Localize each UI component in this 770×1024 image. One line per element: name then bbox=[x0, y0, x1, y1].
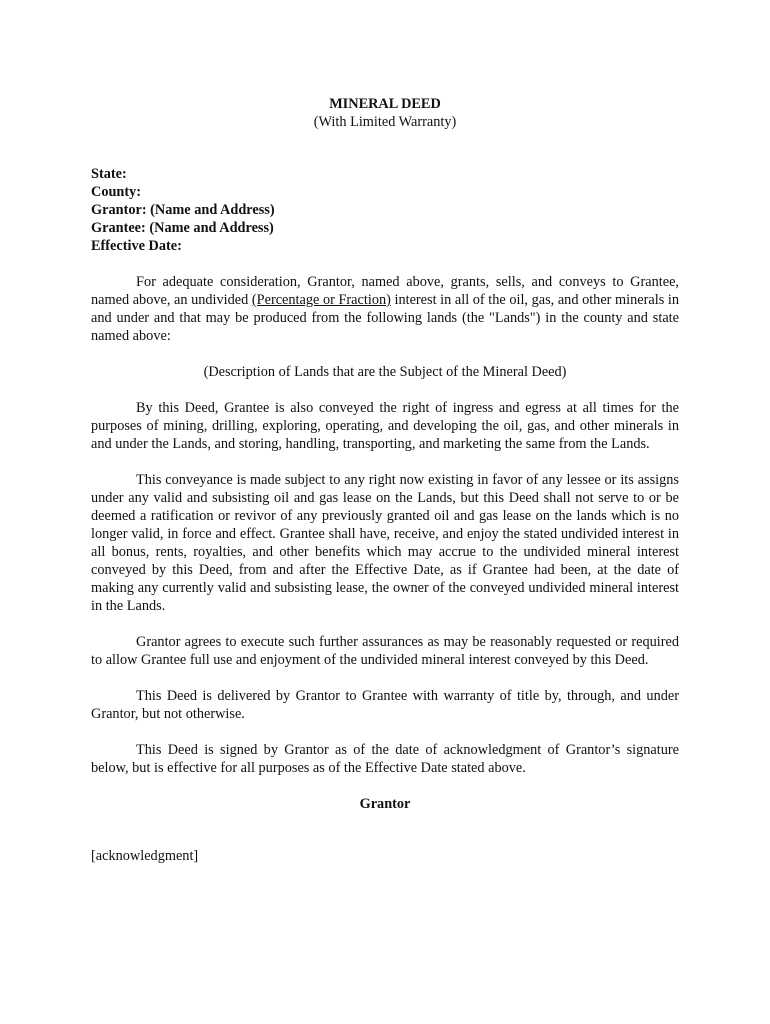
acknowledgment-placeholder: [acknowledgment] bbox=[91, 848, 199, 864]
field-county bbox=[91, 183, 679, 201]
document-title: MINERAL DEED bbox=[329, 96, 441, 112]
field-grantee bbox=[91, 219, 679, 237]
field-state-label: State: bbox=[91, 166, 127, 182]
paragraph-signing: This Deed is signed by Grantor as of the date of acknowledgment of Grantor’s signature below, but is effective for all purposes as of the Effective Date stated above. bbox=[91, 742, 679, 776]
field-grantor-label: Grantor: (Name and Address) bbox=[91, 202, 275, 218]
paragraph-ingress-egress: By this Deed, Grantee is also conveyed the right of ingress and egress at all times for the purposes of mining, drilling, exploring, operating, and developing the oil, gas, and other minerals in and under the Lands, and storing, handling, transporting, and marketing the same from the Lands. bbox=[91, 400, 679, 452]
field-grantee-label: Grantee: (Name and Address) bbox=[91, 220, 274, 236]
paragraph-conveyance bbox=[91, 273, 679, 345]
lands-description: (Description of Lands that are the Subject of the Mineral Deed) bbox=[203, 364, 567, 380]
field-grantor bbox=[91, 201, 679, 219]
interest-placeholder: (Percentage or Fraction) bbox=[251, 292, 391, 308]
field-county-label: County: bbox=[91, 184, 142, 200]
grantor-signature-heading: Grantor bbox=[359, 796, 411, 812]
paragraph-conveyance-part1: For adequate consideration, Grantor, named above, grants, sells, and conveys to Grantee, named above, an undivided bbox=[91, 274, 679, 308]
document-subtitle: (With Limited Warranty) bbox=[313, 114, 457, 130]
paragraph-further-assurances: Grantor agrees to execute such further assurances as may be reasonably requested or required to allow Grantee full use and enjoyment of the undivided mineral interest conveyed by this Deed. bbox=[91, 634, 679, 668]
document-body bbox=[91, 95, 679, 865]
paragraph-subject-to-lease: This conveyance is made subject to any right now existing in favor of any lessee or its assigns under any valid and subsisting oil and gas lease on the Lands, but this Deed shall not serve to or be deemed a ratification or revivor of any previously granted oil and gas lease on the lands which is no longer valid, in force and effect. Grantee shall have, receive, and enjoy the stated undivided interest in all bonus, rents, royalties, and other benefits which may accrue to the undivided mineral interest conveyed by this Deed, from and after the Effective Date, as if Grantee had been, at the date of making any currently valid and subsisting lease, the owner of the conveyed undivided mineral interest in the Lands. bbox=[91, 472, 679, 614]
field-state bbox=[91, 165, 679, 183]
header-fields bbox=[91, 165, 679, 255]
field-effective-date bbox=[91, 237, 679, 255]
paragraph-conveyance-part2: interest in all of the oil, gas, and other minerals in and under and that may be produced from the following lands (the "Lands") in the county and state named above: bbox=[91, 292, 679, 344]
paragraph-warranty: This Deed is delivered by Grantor to Grantee with warranty of title by, through, and under Grantor, but not otherwise. bbox=[91, 688, 679, 722]
field-effective-date-label: Effective Date: bbox=[91, 238, 182, 254]
